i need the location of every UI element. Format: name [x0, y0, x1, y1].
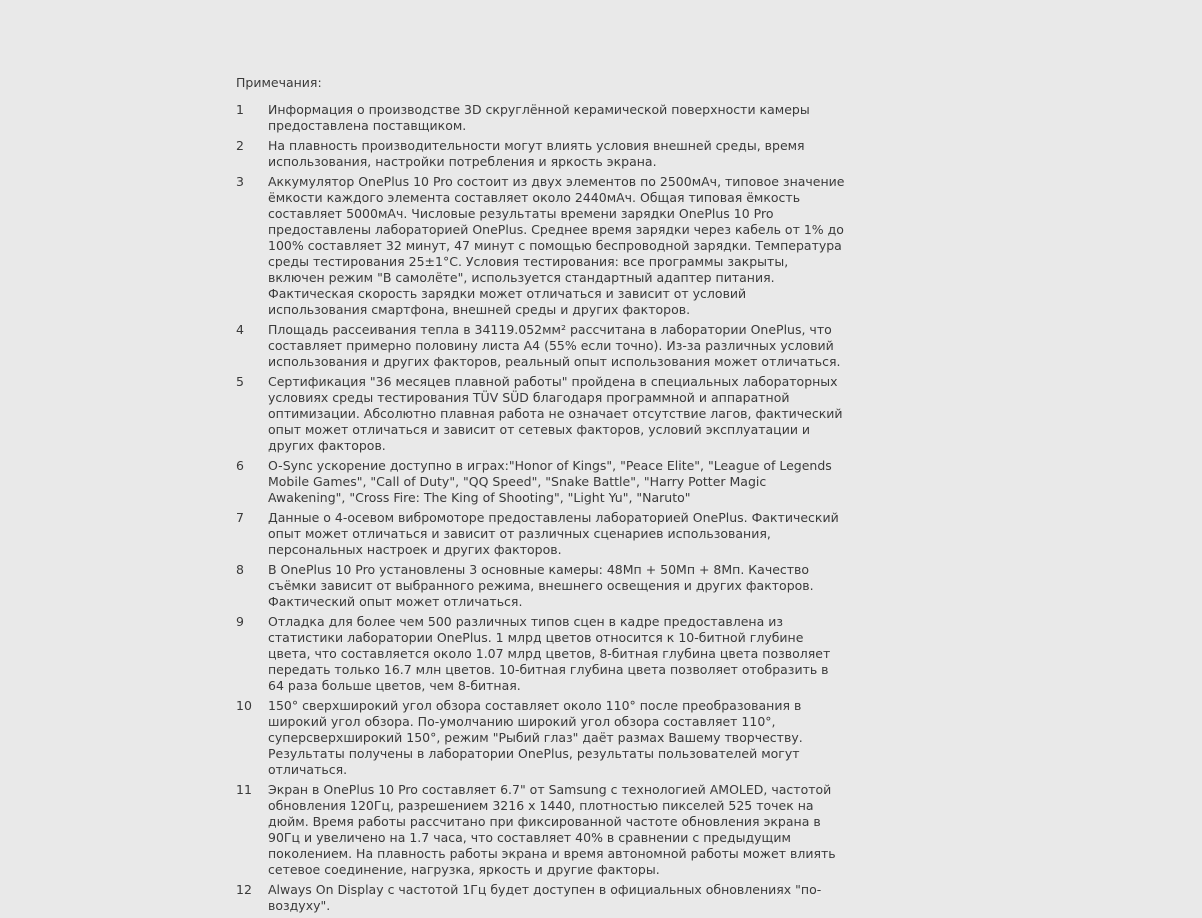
footnote-text: Данные о 4-осевом вибромоторе предоставлены лабораторией OnePlus. Фактический опыт может отличаться и зависит от различных сценариев использования, персональных настроек и других факторов. [268, 510, 839, 557]
footnote-number: 5 [236, 374, 244, 389]
footnote-text: Сертификация "36 месяцев плавной работы" пройдена в специальных лабораторных условиях среды тестирования TÜV SÜD благодаря программной и аппаратной оптимизации. Абсолютно плавная работа не означает отсутствие лагов, фактический опыт может отличаться и зависит от сетевых факторов, условий эксплуатации и других факторов. [268, 374, 843, 453]
footnote-number: 4 [236, 322, 244, 337]
footnote-number: 2 [236, 138, 244, 153]
footnote-number: 11 [236, 782, 252, 797]
footnote-item [236, 698, 856, 778]
footnotes-section [236, 75, 856, 918]
footnote-text: 150° сверхширокий угол обзора составляет около 110° после преобразования в широкий угол обзора. По-умолчанию широкий угол обзора составляет 110°, суперсверхширокий 150°, режим "Рыбий глаз" даёт размах Вашему творчеству. Результаты получены в лаборатории OnePlus, результаты пользователей могут отличаться. [268, 698, 803, 777]
footnote-item [236, 458, 856, 506]
footnote-text: Экран в OnePlus 10 Pro составляет 6.7" от Samsung с технологией AMOLED, частотой обновления 120Гц, разрешением 3216 x 1440, плотностью пикселей 525 точек на дюйм. Время работы рассчитано при фиксированной частоте обновления экрана в 90Гц и увеличено на 1.7 часа, что составляет 40% в сравнении с предыдущим поколением. На плавность работы экрана и время автономной работы может влиять сетевое соединение, нагрузка, яркость и другие факторы. [268, 782, 836, 877]
footnote-number: 3 [236, 174, 244, 189]
footnote-item [236, 614, 856, 694]
footnote-number: 7 [236, 510, 244, 525]
footnote-item [236, 374, 856, 454]
footnote-text: Отладка для более чем 500 различных типов сцен в кадре предоставлена из статистики лаборатории OnePlus. 1 млрд цветов относится к 10-битной глубине цвета, что составляется около 1.07 млрд цветов, 8-битная глубина цвета позволяет передать только 16.7 млн цветов. 10-битная глубина цвета позволяет отобразить в 64 раза больше цветов, чем 8-битная. [268, 614, 831, 693]
footnote-item [236, 102, 856, 134]
footnote-text: Always On Display с частотой 1Гц будет доступен в официальных обновлениях "по-воздуху". [268, 882, 822, 913]
footnotes-list [236, 102, 856, 914]
footnote-item [236, 562, 856, 610]
footnote-text: На плавность производительности могут влиять условия внешней среды, время использования, настройки потребления и яркость экрана. [268, 138, 805, 169]
footnote-item [236, 510, 856, 558]
footnote-number: 8 [236, 562, 244, 577]
footnote-text: Площадь рассеивания тепла в 34119.052мм² рассчитана в лаборатории OnePlus, что составляет примерно половину листа A4 (55% если точно). Из-за различных условий использования и других факторов, реальный опыт использования может отличаться. [268, 322, 841, 369]
footnote-number: 6 [236, 458, 244, 473]
footnote-text: Информация о производстве 3D скруглённой керамической поверхности камеры предоставлена поставщиком. [268, 102, 810, 133]
footnote-text: В OnePlus 10 Pro установлены 3 основные камеры: 48Мп + 50Мп + 8Мп. Качество съёмки зависит от выбранного режима, внешнего освещения и других факторов. Фактический опыт может отличаться. [268, 562, 814, 609]
footnote-item [236, 322, 856, 370]
footnotes-title: Примечания: [236, 75, 322, 90]
footnote-item [236, 882, 856, 914]
footnote-text: O-Sync ускорение доступно в играх:"Honor of Kings", "Peace Elite", "League of Legends Mobile Games", "Call of Duty", "QQ Speed", "Snake Battle", "Harry Potter Magic Awakening", "Cross Fire: The King of Shooting", "Light Yu", "Naruto" [268, 458, 832, 505]
footnote-number: 10 [236, 698, 252, 713]
footnote-text: Аккумулятор OnePlus 10 Pro состоит из двух элементов по 2500мАч, типовое значение ёмкости каждого элемента составляет около 2440мАч. Общая типовая ёмкость составляет 5000мАч. Числовые результаты времени зарядки OnePlus 10 Pro предоставлены лабораторией OnePlus. Среднее время зарядки через кабель от 1% до 100% составляет 32 минут, 47 минут с помощью беспроводной зарядки. Температура среды тестирования 25±1°C. Условия тестирования: все программы закрыты, включен режим "В самолёте", используется стандартный адаптер питания. Фактическая скорость зарядки может отличаться и зависит от условий использования смартфона, внешней среды и других факторов. [268, 174, 845, 317]
footnote-number: 1 [236, 102, 244, 117]
footnote-number: 12 [236, 882, 252, 897]
footnote-item [236, 174, 856, 318]
footnote-item [236, 138, 856, 170]
footnote-item [236, 782, 856, 878]
footnote-number: 9 [236, 614, 244, 629]
